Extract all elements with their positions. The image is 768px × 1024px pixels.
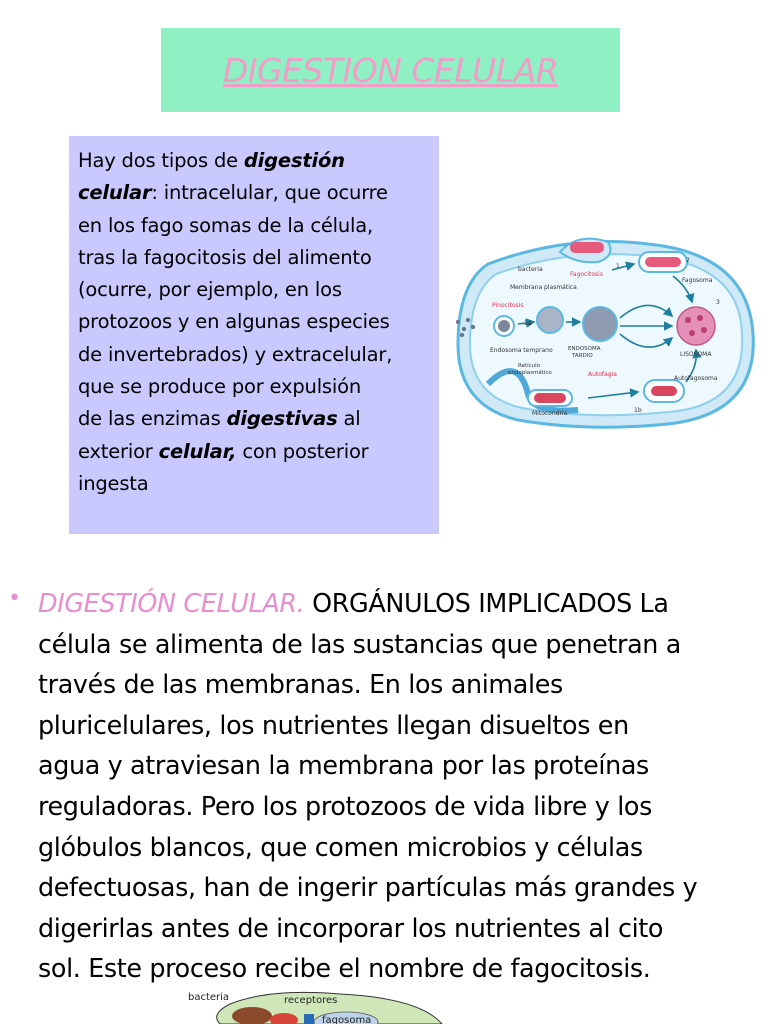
label-reticulo-2: endoplasmático: [508, 370, 552, 376]
intro-line: protozoos y en algunas especies: [78, 310, 390, 334]
main-line: digerirlas antes de incorporar los nutrientes al cito: [38, 912, 664, 943]
phagocytosis-diagram-partial: [180, 988, 450, 1024]
label-fagosoma: Fagosoma: [682, 277, 713, 284]
main-paragraph: [38, 583, 768, 989]
label-fagocitosis: Fagocitosis: [570, 271, 603, 278]
intro-line: Hay dos tipos de digestión: [78, 149, 345, 172]
label-1a: 1a: [524, 320, 532, 327]
label-autofagia: Autofagia: [588, 371, 617, 378]
main-line: defectuosas, han de ingerir partículas más grandes y: [38, 872, 698, 903]
label-mitocondria: Mitocondria: [532, 410, 568, 417]
main-line: través de las membranas. En los animales: [38, 669, 563, 700]
main-line: sol. Este proceso recibe el nombre de fagocitosis.: [38, 953, 651, 984]
label-membrana: Membrana plasmática: [510, 284, 577, 291]
intro-line: de invertebrados) y extracelular,: [78, 342, 393, 366]
bottom-label-bacteria: bacteria: [188, 992, 230, 1003]
label-endosoma-tardio-1: ENDOSOMA: [568, 346, 601, 352]
label-bacteria: bacteria: [518, 266, 543, 273]
main-line: glóbulos blancos, que comen microbios y células: [38, 831, 643, 862]
intro-text: [78, 145, 428, 500]
intro-line: que se produce por expulsión: [78, 375, 361, 399]
bottom-label-receptores: receptores: [284, 995, 338, 1006]
intro-line: tras la fagocitosis del alimento: [78, 245, 372, 269]
main-line: reguladoras. Pero los protozoos de vida libre y los: [38, 790, 652, 821]
label-lisosoma: LISOSOMA: [680, 351, 712, 358]
page-title: DIGESTION CELULAR: [222, 50, 559, 90]
label-3: 3: [716, 299, 720, 306]
label-1b: 1b: [634, 407, 642, 414]
intro-line: de las enzimas digestivas al: [78, 407, 361, 431]
lysosome-shape: [677, 307, 715, 345]
label-1: 1: [616, 263, 620, 270]
label-pinocitosis: Pinocitosis: [492, 302, 524, 309]
intro-line: celular: intracelular, que ocurre: [78, 181, 388, 205]
cell-digestion-diagram: [448, 234, 762, 432]
main-line: pluricelulares, los nutrientes llegan disueltos en: [38, 709, 629, 740]
main-lead: DIGESTIÓN CELULAR.: [38, 588, 305, 618]
label-endosoma-tardio-2: TARDIO: [572, 353, 593, 359]
intro-box: [69, 136, 439, 534]
bullet-dot: •: [8, 586, 21, 611]
label-2: 2: [686, 257, 690, 264]
label-reticulo-1: Retículo: [518, 363, 541, 369]
bottom-label-fagosoma: fagosoma: [322, 1015, 372, 1024]
main-line: DIGESTIÓN CELULAR. ORGÁNULOS IMPLICADOS La: [38, 588, 669, 618]
intro-line: ingesta: [78, 471, 149, 495]
main-line: agua y atraviesan la membrana por las proteínas: [38, 750, 649, 781]
main-line: célula se alimenta de las sustancias que penetran a: [38, 628, 681, 659]
intro-line: exterior celular, con posterior: [78, 439, 369, 463]
intro-line: (ocurre, por ejemplo, en los: [78, 278, 342, 302]
label-autofagosoma: Autofagosoma: [674, 375, 718, 382]
label-endosoma-temprano: Endosoma temprano: [490, 347, 553, 354]
intro-line: en los fago somas de la célula,: [78, 213, 373, 237]
bacterium-shape: [570, 242, 604, 253]
title-banner: [161, 28, 620, 112]
